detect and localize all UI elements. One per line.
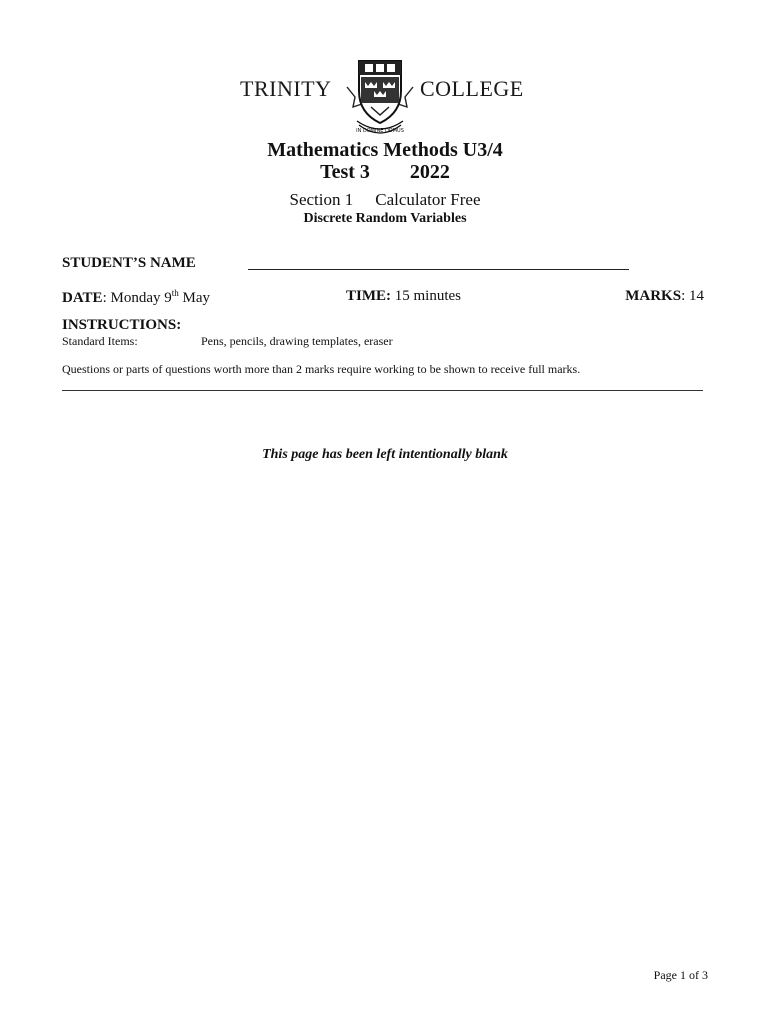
time-label: TIME:	[346, 288, 391, 304]
date-month: May	[178, 290, 210, 306]
standard-items-label: Standard Items:	[62, 334, 138, 348]
page-number: Page 1 of 3	[653, 968, 708, 982]
test-number: Test 3	[320, 161, 370, 183]
section-label: Section 1	[289, 190, 354, 209]
college-name-left: TRINITY	[240, 76, 332, 101]
document-title: Mathematics Methods U3/4	[267, 139, 503, 161]
marks-field	[625, 288, 704, 305]
student-name-label: STUDENT’S NAME	[62, 255, 196, 271]
section-type: Calculator Free	[375, 190, 481, 209]
working-note: Questions or parts of questions worth more than 2 marks require working to be shown to receive full marks.	[62, 362, 581, 376]
blank-page-notice: This page has been left intentionally blank	[262, 447, 508, 462]
college-crest-icon	[343, 55, 417, 135]
test-year: 2022	[409, 161, 450, 183]
date-suffix: th	[171, 288, 179, 298]
section-line	[0, 190, 770, 210]
marks-value: : 14	[681, 288, 704, 304]
divider	[62, 390, 703, 391]
date-label: DATE	[62, 290, 103, 306]
date-field	[62, 288, 210, 307]
instructions-heading: INSTRUCTIONS:	[62, 317, 182, 333]
topic-title: Discrete Random Variables	[303, 211, 467, 226]
marks-label: MARKS	[625, 288, 682, 304]
time-value: 15 minutes	[391, 288, 461, 304]
time-field	[346, 288, 461, 305]
standard-items-value: Pens, pencils, drawing templates, eraser	[201, 334, 393, 348]
test-line	[0, 161, 770, 184]
date-value: : Monday 9	[102, 290, 172, 306]
college-name-right: COLLEGE	[420, 76, 524, 101]
student-name-field[interactable]	[248, 269, 629, 270]
crest-motto: IN DOMINE DOMUS	[356, 128, 404, 134]
